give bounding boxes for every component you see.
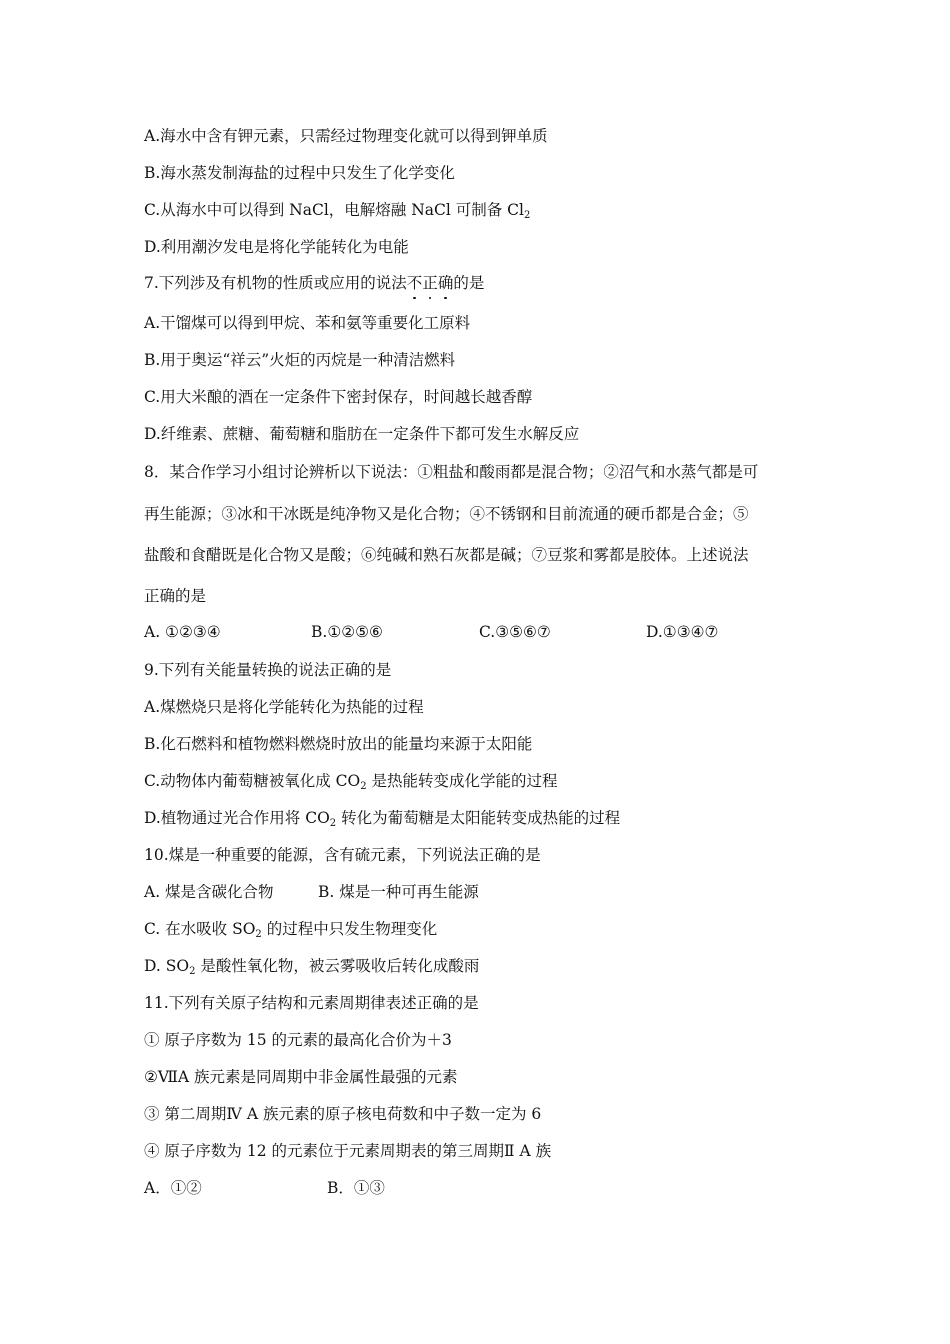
q8-option-a: A. ①②③④ xyxy=(144,623,221,641)
q10-options-ab xyxy=(144,882,644,902)
q8-stem-line-1: 8．某合作学习小组讨论辨析以下说法：①粗盐和酸雨都是混合物；②沼气和水蒸气都是可 xyxy=(144,463,759,481)
q9-option-d-text: D.植物通过光合作用将 CO xyxy=(144,809,330,827)
q8-option-c: C.③⑤⑥⑦ xyxy=(479,623,551,641)
q8-stem-line-2: 再生能源；③冰和干冰既是纯净物又是化合物；④不锈钢和目前流通的硬币都是合金；⑤ xyxy=(144,505,749,523)
q10-stem: 10.煤是一种重要的能源，含有硫元素，下列说法正确的是 xyxy=(144,846,541,864)
q7-option-a: A.干馏煤可以得到甲烷、苯和氨等重要化工原料 xyxy=(144,314,471,332)
q7-stem-end: 的是 xyxy=(453,274,485,292)
q8-option-b: B.①②⑤⑥ xyxy=(311,623,383,641)
q10-option-d-text: D. SO xyxy=(144,957,190,975)
q11-stem: 11.下列有关原子结构和元素周期律表述正确的是 xyxy=(144,994,479,1012)
q11-statement-3: ③ 第二周期Ⅳ A 族元素的原子核电荷数和中子数一定为 6 xyxy=(144,1105,542,1123)
q8-option-d: D.①③④⑦ xyxy=(646,623,719,641)
q9-option-c xyxy=(144,771,558,797)
subscript: 2 xyxy=(329,818,337,829)
q6-option-a: A.海水中含有钾元素，只需经过物理变化就可以得到钾单质 xyxy=(144,127,548,145)
q6-option-c-text: C.从海水中可以得到 NaCl，电解熔融 NaCl 可制备 Cl xyxy=(144,201,525,219)
emphasis-char: 不 xyxy=(406,274,423,292)
q10-option-d xyxy=(144,956,479,982)
q9-option-d-rest: 转化为葡萄糖是太阳能转变成热能的过程 xyxy=(336,809,621,827)
q7-option-d: D.纤维素、蔗糖、葡萄糖和脂肪在一定条件下都可发生水解反应 xyxy=(144,425,580,443)
emphasis-char: 正 xyxy=(422,274,438,292)
q11-options-ab xyxy=(144,1178,544,1198)
q7-stem-text: 7.下列涉及有机物的性质或应用的说法 xyxy=(144,274,407,292)
q7-stem xyxy=(144,273,484,293)
q7-option-b: B.用于奥运“祥云”火炬的丙烷是一种清洁燃料 xyxy=(144,351,456,369)
q8-stem-line-3: 盐酸和食醋既是化合物又是酸；⑥纯碱和熟石灰都是碱；⑦豆浆和雾都是胶体。上述说法 xyxy=(144,546,749,564)
q9-option-a: A.煤燃烧只是将化学能转化为热能的过程 xyxy=(144,698,424,716)
emphasis-char: 确 xyxy=(437,274,454,292)
q10-option-d-rest: 是酸性氧化物，被云雾吸收后转化成酸雨 xyxy=(195,957,480,975)
subscript: 2 xyxy=(255,929,262,940)
q9-stem: 9.下列有关能量转换的说法正确的是 xyxy=(144,661,392,679)
q10-option-c-rest: 的过程中只发生物理变化 xyxy=(261,920,438,938)
subscript: 2 xyxy=(189,966,196,977)
q6-option-d: D.利用潮汐发电是将化学能转化为电能 xyxy=(144,238,409,256)
q6-option-c xyxy=(144,200,530,226)
q11-statement-4: ④ 原子序数为 12 的元素位于元素周期表的第三周期Ⅱ A 族 xyxy=(144,1142,552,1160)
q11-option-b: B．①③ xyxy=(327,1179,385,1197)
q8-stem-line-4: 正确的是 xyxy=(144,587,207,605)
q11-statement-2: ②ⅦA 族元素是同周期中非金属性最强的元素 xyxy=(144,1068,458,1086)
q9-option-b: B.化石燃料和植物燃料燃烧时放出的能量均来源于太阳能 xyxy=(144,735,533,753)
q7-option-c: C.用大米酿的酒在一定条件下密封保存，时间越长越香醇 xyxy=(144,388,533,406)
subscript: 2 xyxy=(360,781,367,792)
q10-option-a: A. 煤是含碳化合物 xyxy=(144,883,274,901)
q9-option-c-rest: 是热能转变成化学能的过程 xyxy=(366,772,558,790)
subscript: 2 xyxy=(524,210,531,221)
q10-option-c-text: C. 在水吸收 SO xyxy=(144,920,256,938)
q9-option-d xyxy=(144,808,620,834)
q9-option-c-text: C.动物体内葡萄糖被氧化成 CO xyxy=(144,772,361,790)
q10-option-b: B. 煤是一种可再生能源 xyxy=(318,883,479,901)
q10-option-c xyxy=(144,919,437,945)
q11-statement-1: ① 原子序数为 15 的元素的最高化合价为＋3 xyxy=(144,1031,452,1049)
q6-option-b: B.海水蒸发制海盐的过程中只发生了化学变化 xyxy=(144,164,455,182)
q8-options xyxy=(144,622,784,642)
q11-option-a: A．①② xyxy=(144,1179,202,1197)
